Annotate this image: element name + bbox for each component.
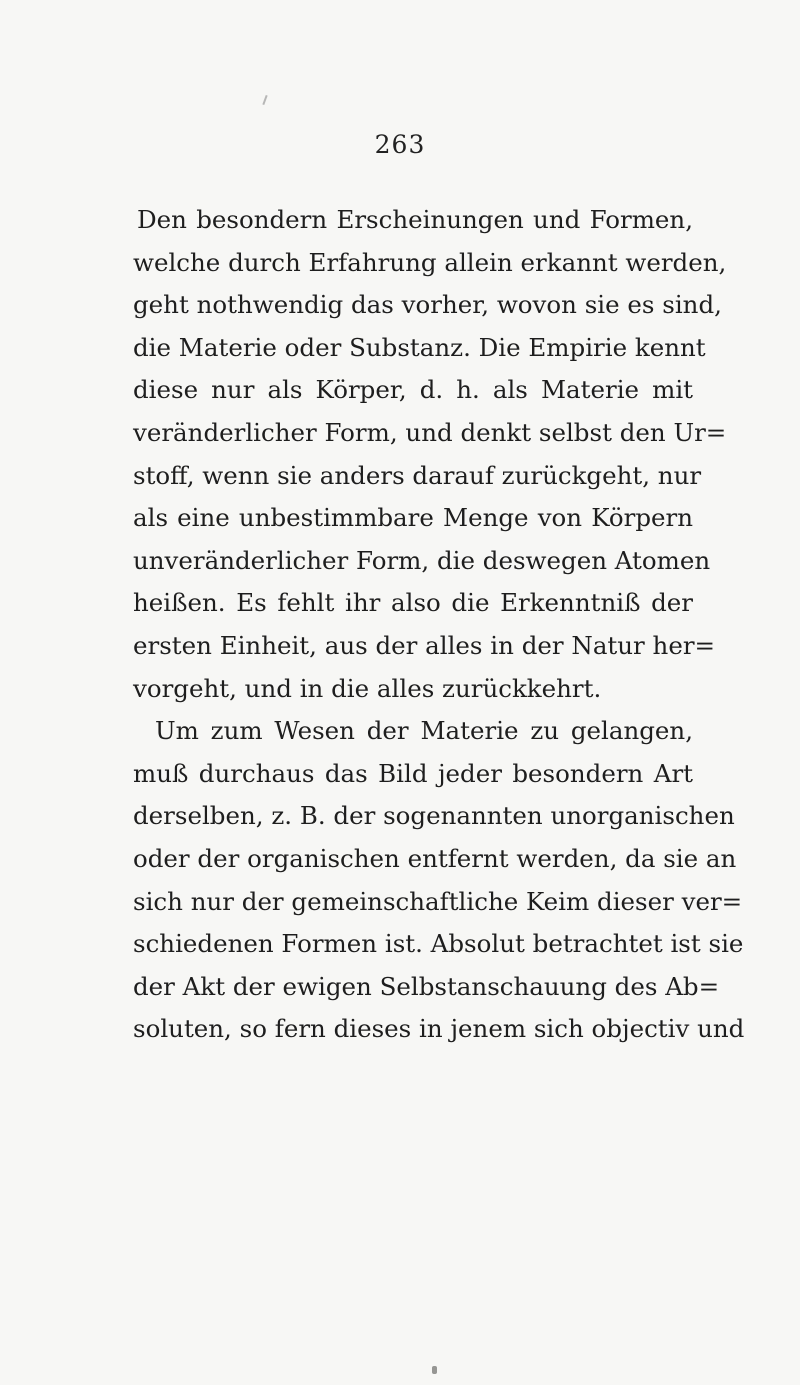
text-line: der Akt der ewigen Selbstanschauung des Ab= <box>133 971 720 1001</box>
ink-mark <box>262 95 267 105</box>
text-line: als eine unbestimmbare Menge von Körpern <box>133 503 693 533</box>
text-line: heißen. Es fehlt ihr also die Erkenntniß der <box>133 588 693 618</box>
text-line: muß durchaus das Bild jeder besondern Art <box>133 758 693 788</box>
text-line: schiedenen Formen ist. Absolut betrachtet ist sie <box>133 929 744 959</box>
text-line: die Materie oder Substanz. Die Empirie kennt <box>133 332 706 362</box>
text-line: unveränderlicher Form, die deswegen Atomen <box>133 545 711 575</box>
text-line: geht nothwendig das vorher, wovon sie es sind, <box>133 290 722 320</box>
text-line: vorgeht, und in die alles zurückkehrt. <box>133 673 602 703</box>
body-text <box>133 199 745 1051</box>
text-line: diese nur als Körper, d. h. als Materie mit <box>133 375 693 405</box>
text-line: veränderlicher Form, und denkt selbst den Ur= <box>133 417 727 447</box>
text-line: welche durch Erfahrung allein erkannt werden, <box>133 247 727 277</box>
text-line: soluten, so fern dieses in jenem sich objectiv und <box>133 1014 745 1044</box>
text-line: Den besondern Erscheinungen und Formen, <box>137 205 693 234</box>
page-number: 263 <box>374 130 426 159</box>
text-line: ersten Einheit, aus der alles in der Natur her= <box>133 630 716 660</box>
ink-mark <box>432 1366 437 1374</box>
text-line: derselben, z. B. der sogenannten unorganischen <box>133 801 735 831</box>
text-line: sich nur der gemeinschaftliche Keim dieser ver= <box>133 886 743 916</box>
text-line: stoff, wenn sie anders darauf zurückgeht, nur <box>133 460 702 490</box>
text-line: oder der organischen entfernt werden, da sie an <box>133 843 737 873</box>
text-line: Um zum Wesen der Materie zu gelangen, <box>155 716 693 746</box>
